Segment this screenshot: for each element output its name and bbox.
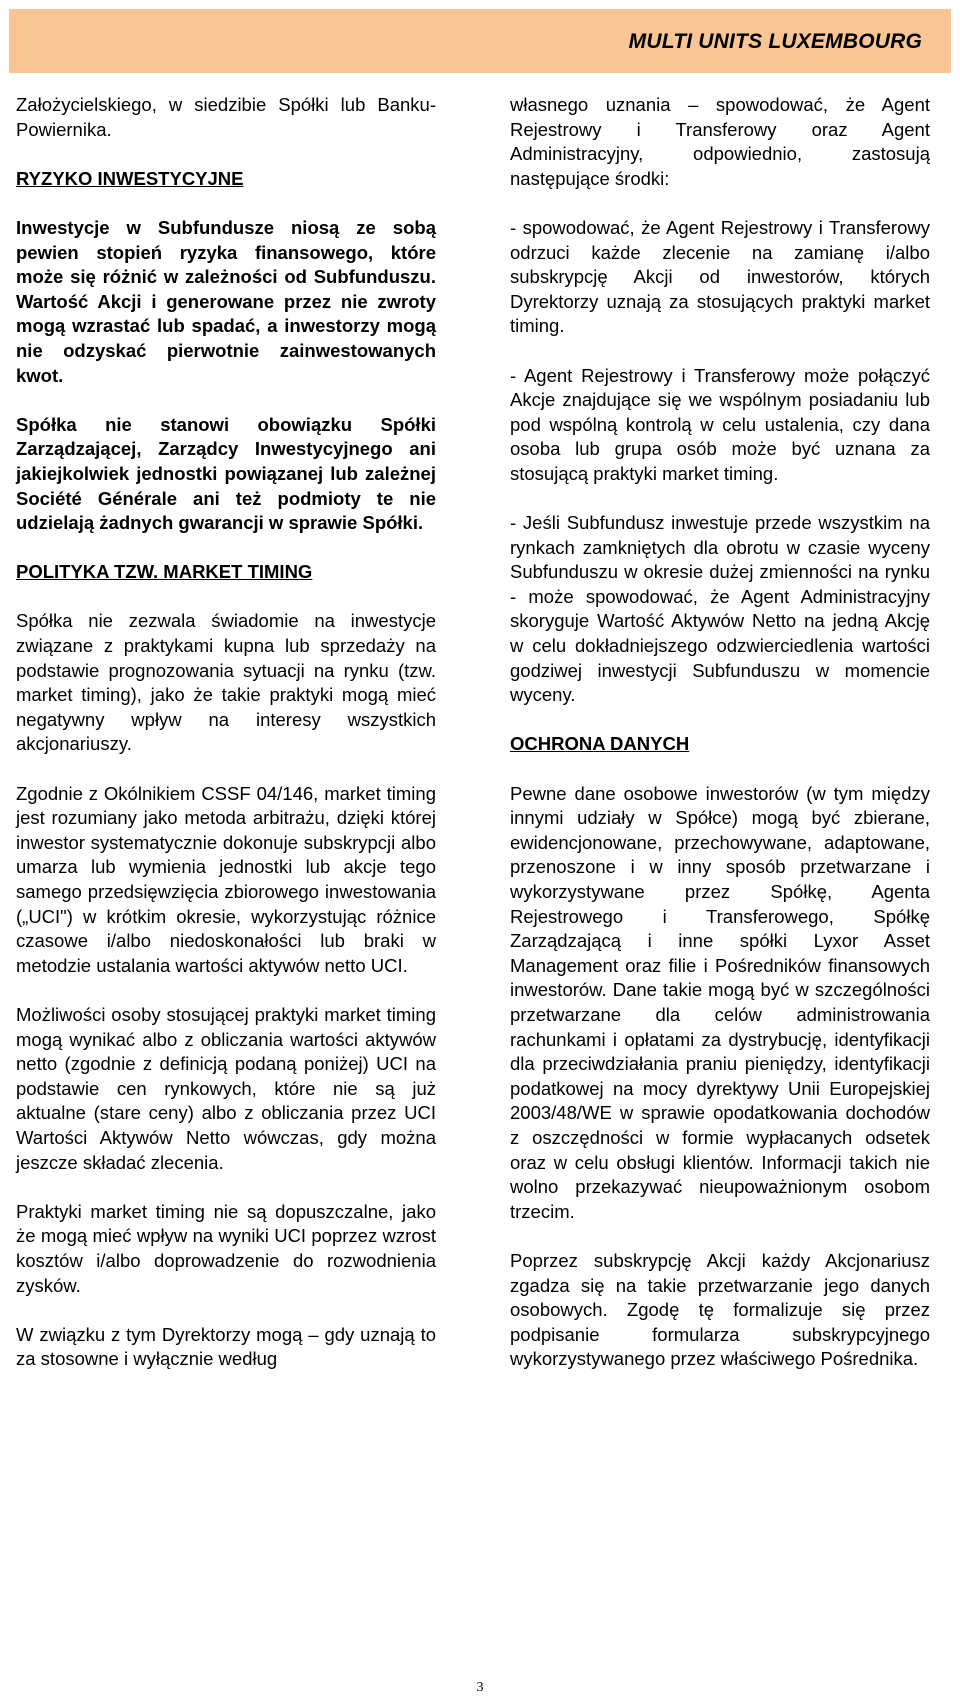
data-protection-paragraph-2: Poprzez subskrypcję Akcji każdy Akcjonariusz zgadza się na takie przetwarzanie jego danych osobowych. Zgodę tę formalizuje się przez podpisanie formularza subskrypcyjnego wykorzystywanego przez właściwego Pośrednika. (510, 1249, 930, 1370)
page-number: 3 (476, 1680, 484, 1695)
intro-paragraph: Założycielskiego, w siedzibie Spółki lub Banku-Powiernika. (16, 94, 436, 140)
right-column (510, 93, 930, 1396)
no-warranty-paragraph: Spółka nie stanowi obowiązku Spółki Zarządzającej, Zarządcy Inwestycyjnego ani jakiejkolwiek jednostki powiązanej lub zależnej Société Générale ani też podmioty te nie udzielają żadnych gwarancji w sprawie Spółki. (16, 413, 436, 534)
risk-paragraph: Inwestycje w Subfundusze niosą ze sobą pewien stopień ryzyka finansowego, które może się różnić w zależności od Subfunduszu. Wartość Akcji i generowane przez nie zwroty mogą wzrastać lub spadać, a inwestorzy mogą nie odzyskać pierwotnie zainwestowanych kwot. (16, 216, 436, 386)
market-timing-paragraph-4: Praktyki market timing nie są dopuszczalne, jako że mogą mieć wpływ na wyniki UCI poprzez wzrost kosztów i/albo doprowadzenie do rozwodnienia zysków. (16, 1200, 436, 1296)
continuation-paragraph: własnego uznania – spowodować, że Agent Rejestrowy i Transferowy oraz Agent Administracyjny, odpowiednio, zastosują następujące środki: (510, 94, 930, 189)
document-title: MULTI UNITS LUXEMBOURG (628, 30, 922, 53)
market-timing-paragraph-3: Możliwości osoby stosującej praktyki market timing mogą wynikać albo z obliczania wartości aktywów netto (zgodnie z definicją podaną poniżej) UCI na podstawie cen rynkowych, które nie są już aktualne (stare ceny) albo z obliczania przez UCI Wartości Aktywów Netto wówczas, gdy można jeszcze składać zlecenia. (16, 1003, 436, 1173)
measure-paragraph-2: - Agent Rejestrowy i Transferowy może połączyć Akcje znajdujące się we wspólnym posiadaniu lub pod wspólną kontrolą w celu ustalenia, czy dana osoba lub grupa osób może być uznana za stosującą praktyki market timing. (510, 364, 930, 484)
measure-paragraph-1: - spowodować, że Agent Rejestrowy i Transferowy odrzuci każde zlecenie na zamianę i/albo subskrypcję Akcji od inwestorów, których Dyrektorzy uznają za stosujących praktyki market timing. (510, 216, 930, 337)
risk-heading: RYZYKO INWESTYCYJNE (16, 167, 244, 189)
measure-paragraph-3: - Jeśli Subfundusz inwestuje przede wszystkim na rynkach zamkniętych dla obrotu w czasie wyceny Subfunduszu w okresie dużej zmienności na rynku - może spowodować, że Agent Administracyjny skoryguje Wartość Aktywów Netto na jedną Akcję w celu dokładniejszego odzwierciedlenia wartości godziwej inwestycji Subfunduszu w momencie wyceny. (510, 512, 930, 706)
left-column (16, 93, 436, 1396)
market-timing-paragraph-5: W związku z tym Dyrektorzy mogą – gdy uznają to za stosowne i wyłącznie według (16, 1323, 436, 1370)
data-protection-paragraph-1: Pewne dane osobowe inwestorów (w tym między innymi udziały w Spółce) mogą być zbierane, ewidencjonowane, przechowywane, adaptowane, przenoszone i w inny sposób przetwarzane i wykorzystywane przez Spółkę, Agenta Rejestrowego i Transferowego, Spółkę Zarządzającą i inne spółki Lyxor Asset Management oraz filie i Pośredników finansowych inwestorów. Dane takie mogą być w szczególności przetwarzane dla celów administrowania rachunkami i opłatami za dystrybucję, identyfikacji dla przeciwdziałania praniu pieniędzy, identyfikacji podatkowej na mocy dyrektywy Unii Europejskiej 2003/48/WE w sprawie opodatkowania dochodów z oszczędności w formie wypłacanych odsetek oraz w celu obsługi klientów. Informacji takich nie wolno przekazywać nieupoważnionym osobom trzecim. (510, 782, 930, 1222)
market-timing-paragraph-1: Spółka nie zezwala świadomie na inwestycje związane z praktykami kupna lub sprzedaży na podstawie prognozowania sytuacji na rynku (tzw. market timing), jako że takie praktyki mogą mieć negatywny wpływ na interesy wszystkich akcjonariuszy. (16, 610, 436, 755)
market-timing-paragraph-2: Zgodnie z Okólnikiem CSSF 04/146, market timing jest rozumiany jako metoda arbitrażu, dzięki której inwestor systematycznie dokonuje subskrypcji albo umarza lub wymienia jednostki lub akcje tego samego przedsięwzięcia zbiorowego inwestowania („UCI") w krótkim okresie, wykorzystując różnice czasowe i/albo niedoskonałości lub braki w metodzie ustalania wartości aktywów netto UCI. (16, 782, 436, 976)
data-protection-heading: OCHRONA DANYCH (510, 733, 690, 755)
market-timing-heading: POLITYKA TZW. MARKET TIMING (16, 561, 313, 583)
